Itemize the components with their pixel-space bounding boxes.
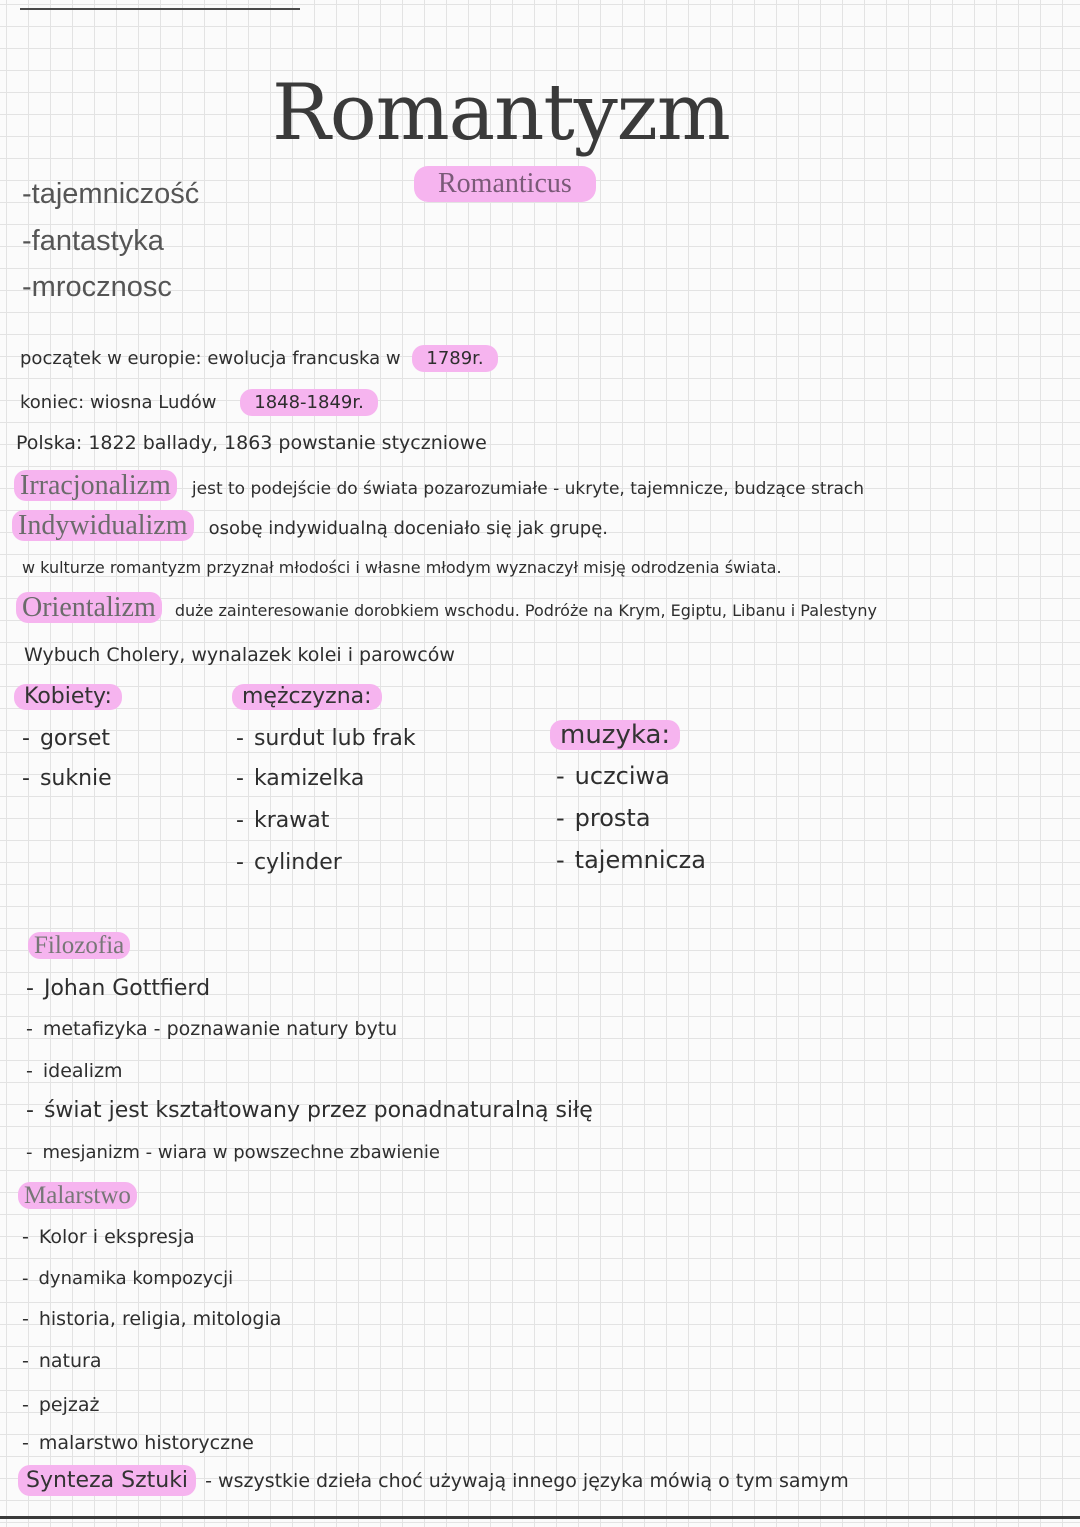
timeline-end-text: koniec: wiosna Ludów xyxy=(20,392,217,413)
concept-orientalizm xyxy=(16,594,877,622)
men-item: - krawat xyxy=(236,808,330,833)
synthesis-term: Synteza Sztuki xyxy=(18,1465,196,1496)
women-item: - gorset xyxy=(22,726,111,751)
philosophy-item: - idealizm xyxy=(26,1060,123,1082)
philosophy-item: - metafizyka - poznawanie natury bytu xyxy=(26,1018,398,1040)
timeline-start xyxy=(20,350,498,368)
synthesis-text: - wszystkie dzieła choć używają innego języka mówią o tym samym xyxy=(205,1470,849,1492)
painting-item: - natura xyxy=(22,1350,102,1372)
concept-term: Indywidualizm xyxy=(12,510,194,541)
concept-text: jest to podejście do świata pozarozumiałe - ukryte, tajemnicze, budzące strach xyxy=(191,479,865,499)
men-label: mężczyzna: xyxy=(232,684,382,710)
bottom-rule xyxy=(0,1516,1080,1519)
concept-term: Irracjonalizm xyxy=(14,470,177,501)
timeline-end xyxy=(20,394,378,412)
philosophy-item: - Johan Gottfierd xyxy=(26,976,211,1001)
page-subtitle: Romanticus xyxy=(414,166,596,202)
music-label: muzyka: xyxy=(550,720,680,750)
men-item: - kamizelka xyxy=(236,766,365,791)
painting-item: - Kolor i ekspresja xyxy=(22,1226,195,1248)
concept-irracjonalizm xyxy=(14,472,864,500)
painting-item: - pejzaż xyxy=(22,1394,100,1416)
men-item: - cylinder xyxy=(236,850,342,875)
painting-item: - malarstwo historyczne xyxy=(22,1432,254,1454)
trait-item: -mrocznosc xyxy=(22,271,172,303)
timeline-poland: Polska: 1822 ballady, 1863 powstanie styczniowe xyxy=(16,432,487,454)
synthesis-line xyxy=(18,1470,849,1492)
philosophy-item: - mesjanizm - wiara w powszechne zbawienie xyxy=(26,1142,440,1163)
painting-item: - dynamika kompozycji xyxy=(22,1268,234,1289)
concept-term: Orientalizm xyxy=(16,592,162,623)
music-item: - prosta xyxy=(556,804,651,832)
women-label: Kobiety: xyxy=(14,684,122,710)
trait-item: -tajemniczość xyxy=(22,178,200,210)
music-item: - tajemnicza xyxy=(556,846,706,874)
events-text: Wybuch Cholery, wynalazek kolei i parowców xyxy=(24,644,455,666)
concept-text: duże zainteresowanie dorobkiem wschodu. Podróże na Krym, Egiptu, Libanu i Palestyny xyxy=(174,601,877,620)
men-item: - surdut lub frak xyxy=(236,726,416,751)
music-item: - uczciwa xyxy=(556,762,670,790)
concept-text: osobę indywidualną doceniało się jak grupę. xyxy=(208,518,608,539)
top-rule xyxy=(20,8,300,10)
philosophy-heading: Filozofia xyxy=(28,932,130,959)
painting-heading: Malarstwo xyxy=(18,1182,137,1209)
painting-item: - historia, religia, mitologia xyxy=(22,1308,282,1330)
timeline-start-date: 1789r. xyxy=(412,345,497,372)
timeline-end-date: 1848-1849r. xyxy=(240,389,378,416)
trait-item: -fantastyka xyxy=(22,225,164,257)
culture-text: w kulturze romantyzm przyznał młodości i własne młodym wyznaczył misję odrodzenia świata. xyxy=(22,558,782,577)
women-item: - suknie xyxy=(22,766,112,791)
concept-indywidualizm xyxy=(12,512,608,540)
page-title: Romantyzm xyxy=(272,68,730,158)
philosophy-item: - świat jest kształtowany przez ponadnaturalną siłę xyxy=(26,1098,593,1123)
timeline-start-text: początek w europie: ewolucja francuska w xyxy=(20,348,401,369)
